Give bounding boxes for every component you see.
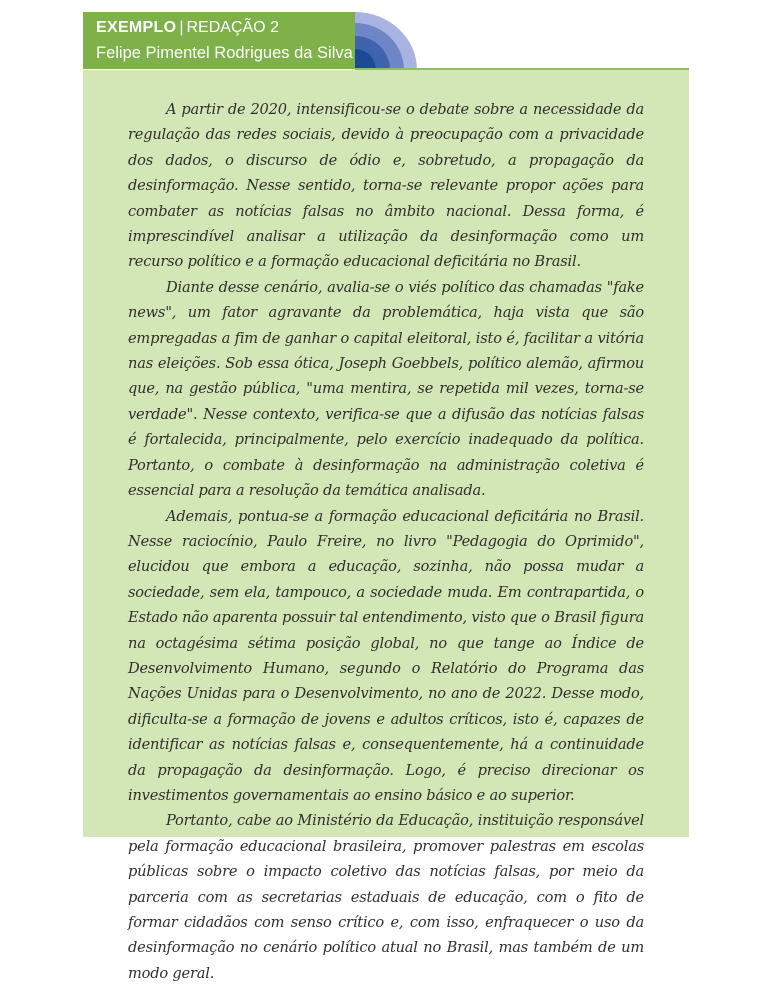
example-tag: EXEMPLO (96, 19, 177, 36)
essay-body (128, 97, 644, 986)
essay-paragraph-1: A partir de 2020, intensificou-se o debate sobre a necessidade da regulação das redes sociais, devido à preocupação com a privacidade dos dados, o discurso de ódio e, sobretudo, a propagação da desinformação. Nesse sentido, torna-se relevante propor ações para combater as notícias falsas no âmbito nacional. Dessa forma, é imprescindível analisar a utilização da desinformação como um recurso político e a formação educacional deficitária no Brasil. (128, 101, 644, 271)
essay-paragraph-2: Diante desse cenário, avalia-se o viés político das chamadas "fake news", um fator agravante da problemática, haja vista que são empregadas a fim de ganhar o capital eleitoral, isto é, facilitar a vitória nas eleições. Sob essa ótica, Joseph Goebbels, político alemão, afirmou que, na gestão pública, "uma mentira, se repetida mil vezes, torna-se verdade". Nesse contexto, verifica-se que a difusão das notícias falsas é fortalecida, principalmente, pelo exercício inadequado da política. Portanto, o combate à desinformação na administração coletiva é essencial para a resolução da temática analisada. (128, 278, 644, 500)
header-separator: | (179, 19, 184, 36)
example-header (83, 12, 355, 69)
essay-paragraph-4: Portanto, cabe ao Ministério da Educação, instituição responsável pela formação educacional brasileira, promover palestras em escolas públicas sobre o impacto coletivo das notícias falsas, por meio da parceria com as secretarias estaduais de educação, com o fito de formar cidadãos com senso crítico e, com isso, enfraquecer o uso da desinformação no cenário político atual no Brasil, mas também de um modo geral. (128, 812, 644, 982)
essay-number: REDAÇÃO 2 (186, 19, 279, 36)
author-name: Felipe Pimentel Rodrigues da Silva (96, 44, 353, 62)
quarter-circle-emblem-icon (355, 12, 417, 70)
essay-paragraph-3: Ademais, pontua-se a formação educacional deficitária no Brasil. Nesse raciocínio, Paulo Freire, no livro "Pedagogia do Oprimido", elucidou que embora a educação, sozinha, não possa mudar a sociedade, sem ela, tampouco, a sociedade muda. Em contrapartida, o Estado não aparenta possuir tal entendimento, visto que o Brasil figura na octagésima sétima posição global, no que tange ao Índice de Desenvolvimento Humano, segundo o Relatório do Programa das Nações Unidas para o Desenvolvimento, no ano de 2022. Desse modo, dificulta-se a formação de jovens e adultos críticos, isto é, capazes de identificar as notícias falsas e, consequentemente, há a continuidade da propagação da desinformação. Logo, é preciso direcionar os investimentos governamentais ao ensino básico e ao superior. (128, 507, 644, 804)
header-title (96, 18, 355, 38)
